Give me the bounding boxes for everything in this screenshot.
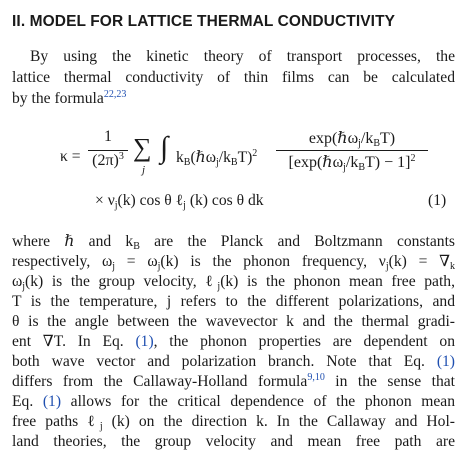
citation-link[interactable]: 9,10 [307,372,325,383]
eq-term-1: $k_B(\hbar\omega_j/k_BT)^2$ [176,148,258,168]
eq-kappa: κ = [60,148,81,165]
body-line-7: both wave vector and polarization branch. Note that Eq. (1) [12,353,455,370]
eq-prefactor-numerator: 1 [104,128,112,145]
intro-line-2: lattice thermal conductivity of thin films can be calculated [12,69,455,86]
eq-sum-index: j [142,164,146,176]
eq-ref-link[interactable]: (1) [436,353,455,370]
body-line-6: ent ∇T. In Eq. (1), the phonon properties are dependent on [12,333,455,350]
body-line-2: respectively, $\omega_j = \omega_j(k)$ is the phonon frequency, $\nu_j(k) = \nabla_k$ [12,253,456,272]
section-heading: II. MODEL FOR LATTICE THERMAL CONDUCTIVITY [12,13,396,30]
eq-line-2: × $\nu_j(k)$ cos θ ℓ$_j$ (k) cos θ dk [95,192,264,211]
eq-fraction-bar [276,150,428,151]
eq-number: (1) [428,192,447,209]
eq-sum: ∑ [133,133,152,162]
eq-ref-link[interactable]: (1) [135,333,154,350]
body-line-4: T is the temperature, j refers to the different polarizations, and [12,293,455,310]
body-line-1: where ℏ and $k_B$ are the Planck and Boltzmann constants [12,233,455,252]
body-line-5: θ is the angle between the wavevector k and the thermal gradi- [12,313,455,330]
eq-fraction-numerator: $\exp(\hbar\omega_j/k_BT)$ [308,130,396,149]
citation-link[interactable]: 22,23 [103,89,127,100]
body-line-9: Eq. (1) allows for the critical dependence of the phonon mean [12,393,455,410]
body-line-10: free paths ℓ$_j$ (k) on the direction k. In the Callaway and Hol- [12,413,455,432]
body-line-8: differs from the Callaway-Holland formula$^{9,10}$ in the sense that [12,372,455,390]
eq-fraction-denominator: $[\exp(\hbar\omega_j/k_BT) - 1]^2$ [288,153,416,173]
eq-integral: ∫ [160,131,169,164]
body-line-3: $\omega_j(k)$ is the group velocity, ℓ$_j$(k) is the phonon mean free path, [12,273,455,292]
body-line-11: land theories, the group velocity and mean free path are [12,433,455,450]
eq-prefactor-denominator: $(2\pi)^3$ [92,151,124,169]
eq-ref-link[interactable]: (1) [42,393,62,410]
intro-line-1: By using the kinetic theory of transport processes, the [30,48,455,65]
intro-line-3: by the formula$^{22,23}$ [12,89,127,107]
